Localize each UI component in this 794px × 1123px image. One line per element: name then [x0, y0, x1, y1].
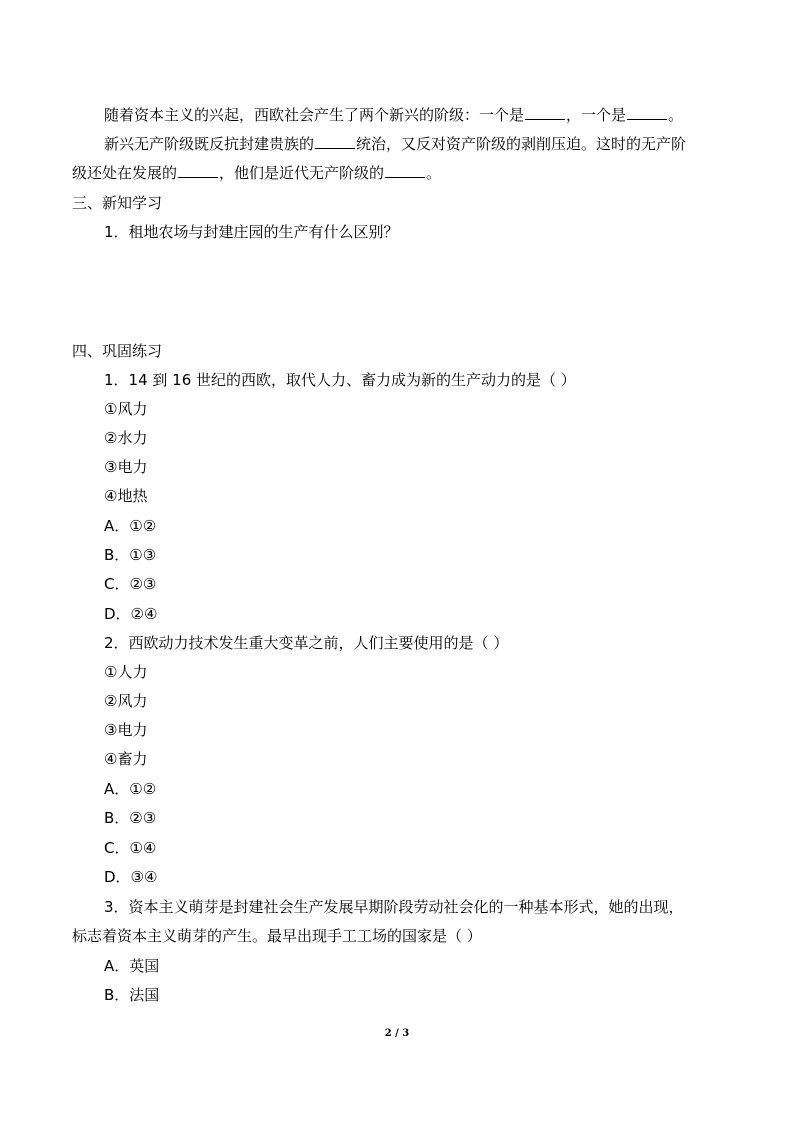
intro-text: ，他们是近代无产阶级的: [219, 164, 385, 182]
fill-blank: [178, 163, 218, 178]
question-stem: 3．资本主义萌芽是封建社会生产发展早期阶段劳动社会化的一种基本形式，她的出现，: [104, 898, 684, 916]
section-heading-practice: 四、巩固练习: [72, 342, 163, 360]
answer-option: B．②③: [104, 809, 157, 827]
fill-blank: [627, 105, 667, 120]
intro-text: 统治，又反对资产阶级的剥削压迫。这时的无产阶: [356, 135, 687, 153]
fill-blank: [525, 105, 565, 120]
answer-option: B．①③: [104, 546, 157, 564]
answer-option: C．②③: [104, 575, 157, 593]
intro-text: 新兴无产阶级既反抗封建贵族的: [104, 135, 315, 153]
answer-option: A．①②: [104, 517, 157, 535]
question-item: ①风力: [104, 400, 148, 418]
answer-option: D．②④: [104, 605, 158, 623]
intro-text: 级还处在发展的: [72, 164, 178, 182]
intro-text: 随着资本主义的兴起，西欧社会产生了两个新兴的阶级：一个是: [104, 106, 525, 124]
intro-text: 。: [668, 106, 684, 124]
answer-option: D．③④: [104, 868, 158, 886]
question-item: ④畜力: [104, 750, 148, 768]
page-number: 2 / 3: [384, 1028, 410, 1039]
fill-blank: [315, 134, 355, 149]
question-text: 1．租地农场与封建庄园的生产有什么区别？: [104, 223, 399, 241]
intro-text: ，一个是: [566, 106, 627, 124]
answer-option: C．①④: [104, 839, 157, 857]
question-stem: 1．14 到 16 世纪的西欧，取代人力、畜力成为新的生产动力的是（ ）: [104, 371, 576, 389]
question-item: ④地热: [104, 487, 148, 505]
intro-paragraph-2-cont: [72, 163, 441, 183]
question-item: ③电力: [104, 721, 148, 739]
intro-text: 。: [426, 164, 442, 182]
answer-option: B．法国: [104, 986, 160, 1004]
intro-paragraph-1: [104, 105, 683, 125]
answer-option: A．①②: [104, 780, 157, 798]
question-item: ③电力: [104, 458, 148, 476]
question-stem-cont: 标志着资本主义萌芽的产生。最早出现手工工场的国家是（ ）: [72, 927, 482, 945]
fill-blank: [385, 163, 425, 178]
section-heading-new-knowledge: 三、新知学习: [72, 194, 163, 212]
question-item: ②风力: [104, 692, 148, 710]
question-stem: 2．西欧动力技术发生重大变革之前，人们主要使用的是（ ）: [104, 634, 509, 652]
question-item: ②水力: [104, 429, 148, 447]
intro-paragraph-2: [104, 134, 686, 154]
question-item: ①人力: [104, 663, 148, 681]
answer-option: A．英国: [104, 957, 160, 975]
